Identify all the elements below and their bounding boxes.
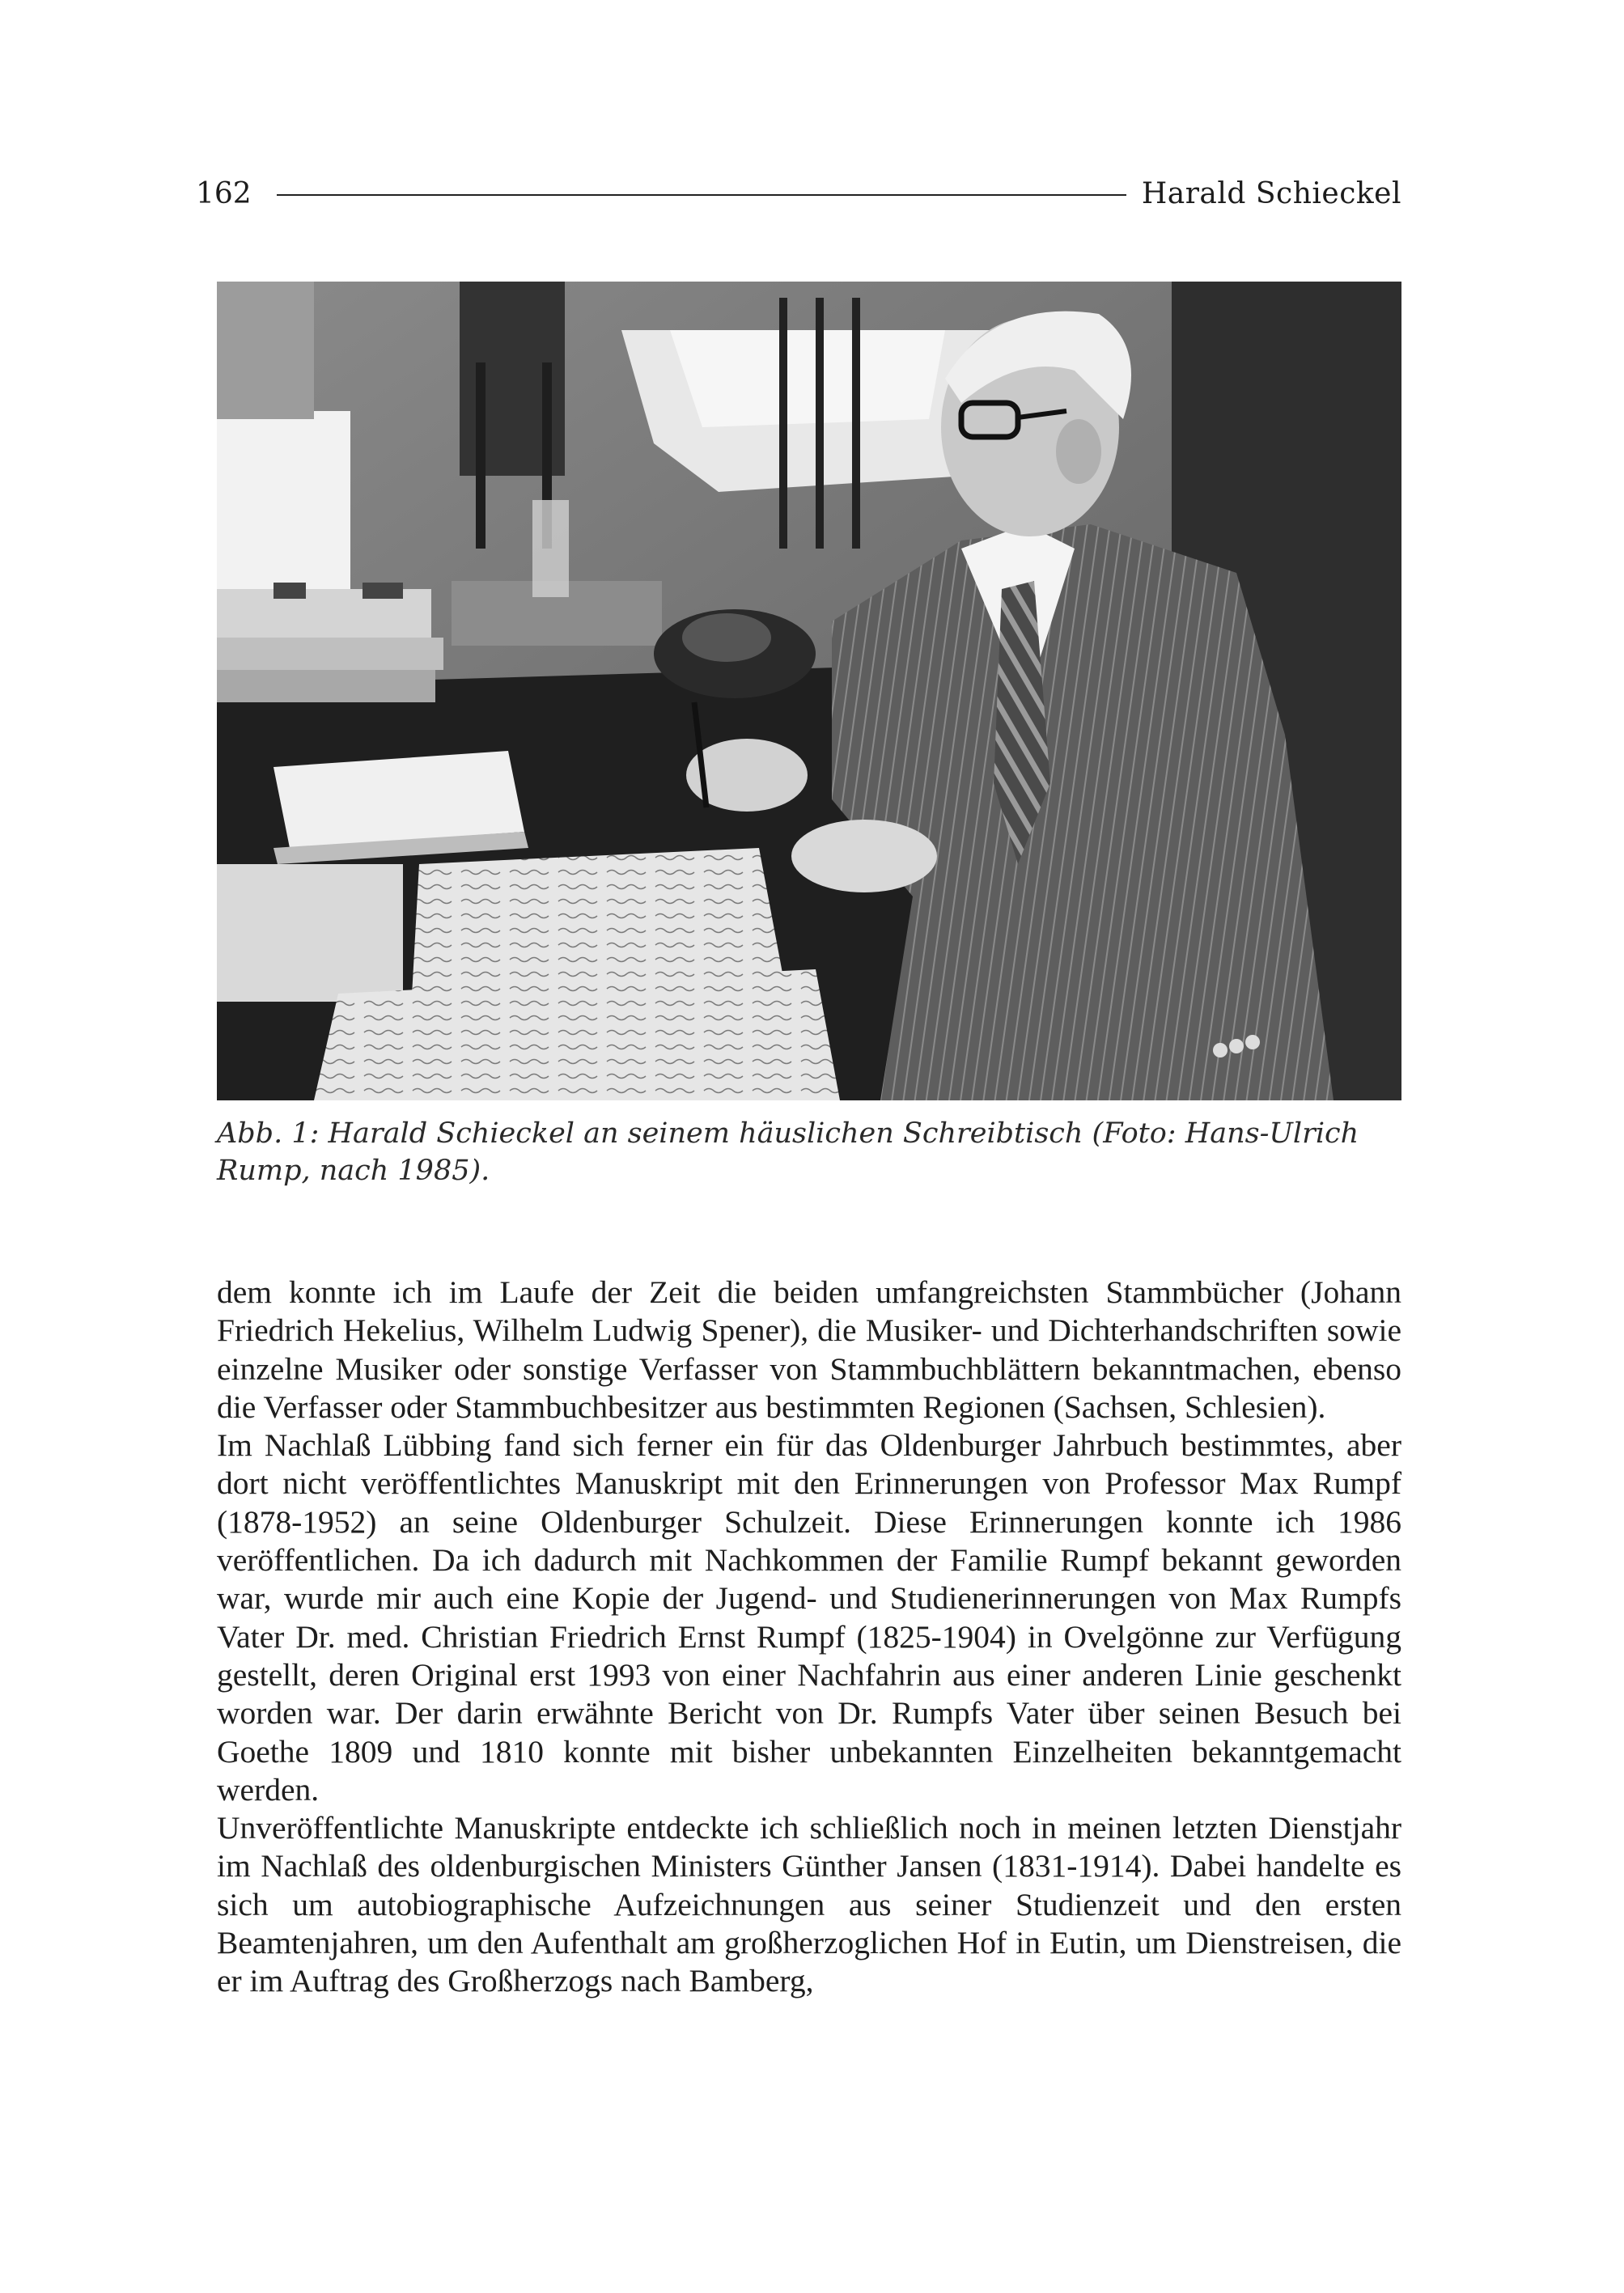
page-header: [196, 172, 1401, 217]
header-rule: [277, 194, 1126, 196]
running-head: Harald Schieckel: [1141, 177, 1401, 210]
book-stack: [217, 583, 443, 702]
photo-illustration: [217, 282, 1401, 1100]
paragraph: dem konnte ich im Laufe der Zeit die beiden umfangreichsten Stammbücher (Johann Friedrich Hekelius, Wilhelm Ludwig Spener), die Musiker- und Dichterhandschriften sowie einzelne Musiker oder sonstige Verfasser von Stammbuchblättern bekanntmachen, ebenso die Verfasser oder Stammbuchbesitzer aus bestimmten Regionen (Sachsen, Schlesien).: [217, 1274, 1401, 1425]
figure-photo: [217, 282, 1401, 1100]
paragraph: Unveröffentlichte Manuskripte entdeckte ich schließlich noch in meinen letzten Dienstjahr im Nachlaß des oldenburgischen Ministers Günther Jansen (1831-1914). Dabei handelte es sich um autobiographische Aufzeichnungen aus seiner Studienzeit und den ersten Beamtenjahren, um den Aufenthalt am großherzoglichen Hof in Eutin, um Dienstreisen, die er im Auftrag des Großherzogs nach Bamberg,: [217, 1810, 1401, 1999]
paragraph: Im Nachlaß Lübbing fand sich ferner ein für das Oldenburger Jahrbuch bestimmtes, aber dort nicht veröffentlichtes Manuskript mit den Erinnerungen von Professor Max Rumpf (1878-1952) an seine Oldenburger Schulzeit. Diese Erinnerungen konnte ich 1986 veröffentlichen. Da ich dadurch mit Nachkommen der Familie Rumpf bekannt geworden war, wurde mir auch eine Kopie der Jugend- und Studienerinnerungen von Max Rumpfs Vater Dr. med. Christian Friedrich Ernst Rumpf (1825-1904) in Ovelgönne zur Verfügung gestellt, deren Original erst 1993 von einer Nachfahrin aus einer anderen Linie geschenkt worden war. Der darin erwähnte Bericht von Dr. Rumpfs Vater über seinen Besuch bei Goethe 1809 und 1810 konnte mit bisher unbekannten Einzelheiten bekanntgemacht werden.: [217, 1427, 1401, 1808]
body-text: [217, 1274, 1401, 2001]
figure-caption: Abb. 1: Harald Schieckel an seinem häuslichen Schreibtisch (Foto: Hans-Ulrich Rump, nach 1985).: [217, 1117, 1359, 1187]
page-number: 162: [196, 177, 252, 210]
